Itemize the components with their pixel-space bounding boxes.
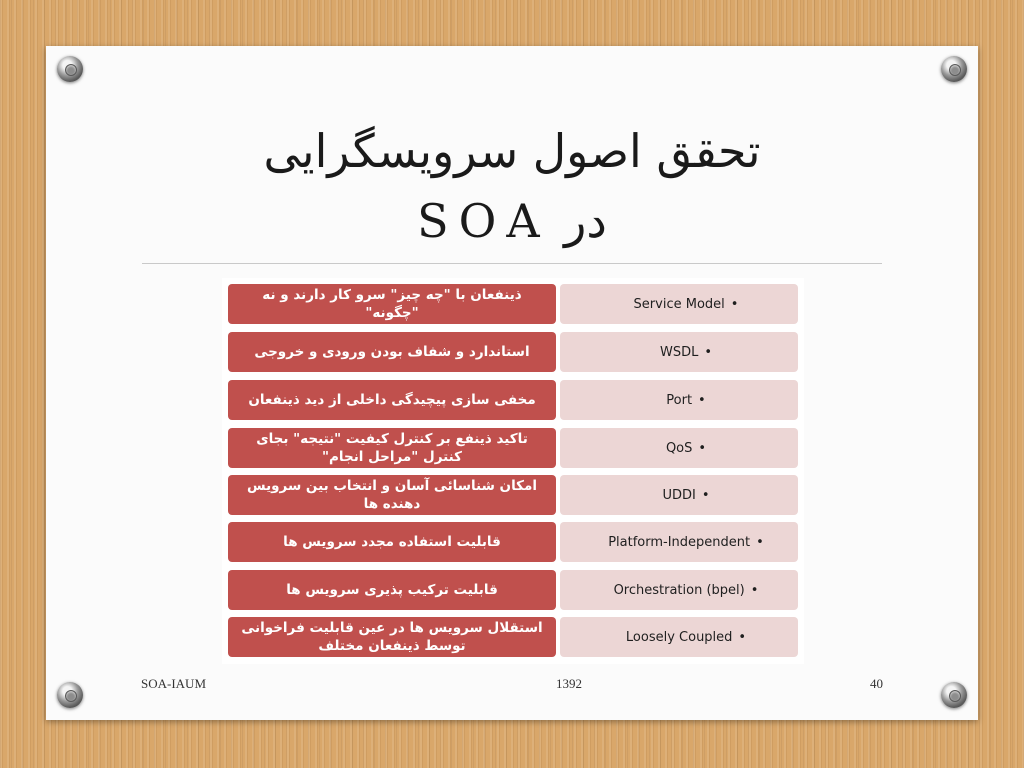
- title-divider: [142, 263, 882, 264]
- term-label: UDDI: [662, 487, 696, 503]
- footer-center: 1392: [556, 676, 582, 691]
- title-line-1: تحقق اصول سرویسگرایی: [263, 124, 761, 178]
- term-cell: [560, 284, 798, 324]
- footer-left: SOA-IAUM: [141, 676, 206, 691]
- term-cell: [560, 475, 798, 515]
- pin-icon: [941, 682, 967, 708]
- bullet-icon: •: [698, 440, 707, 456]
- term-label: Port: [666, 392, 693, 408]
- persian-cell: استقلال سرویس ها در عین قابلیت فراخوانی توسط ذینفعان مختلف: [228, 617, 556, 657]
- table-row: [228, 617, 798, 657]
- slide: [46, 46, 978, 720]
- term-label: QoS: [665, 440, 693, 456]
- table-row: [228, 332, 798, 372]
- bullet-icon: •: [698, 392, 706, 408]
- table-row: [228, 284, 798, 324]
- term-cell: [560, 522, 798, 562]
- bullet-icon: •: [750, 582, 759, 598]
- title-line-2: در SOA: [417, 194, 607, 248]
- bullet-icon: •: [756, 534, 764, 550]
- term-cell: [560, 570, 798, 610]
- bullet-icon: •: [701, 487, 710, 503]
- persian-cell: ذینفعان با "چه چیز" سرو کار دارند و نه "چگونه": [228, 284, 556, 324]
- term-label: Orchestration (bpel): [613, 582, 745, 598]
- term-cell: [560, 428, 798, 468]
- persian-cell: مخفی سازی پیچیدگی داخلی از دید ذینفعان: [228, 380, 556, 420]
- bullet-icon: •: [738, 629, 747, 645]
- term-label: Platform-Independent: [608, 534, 751, 550]
- bullet-icon: •: [730, 296, 739, 312]
- persian-cell: قابلیت ترکیب پذیری سرویس ها: [228, 570, 556, 610]
- table-row: [228, 475, 798, 515]
- persian-cell: استاندارد و شفاف بودن ورودی و خروجی: [228, 332, 556, 372]
- pin-icon: [57, 56, 83, 82]
- footer-page-number: 40: [870, 676, 883, 691]
- term-cell: [560, 380, 798, 420]
- table-row: [228, 428, 798, 468]
- term-label: Service Model: [633, 296, 725, 312]
- pin-icon: [941, 56, 967, 82]
- table-row: [228, 380, 798, 420]
- persian-cell: قابلیت استفاده مجدد سرویس ها: [228, 522, 556, 562]
- persian-cell: امکان شناسائی آسان و انتخاب بین سرویس دهنده ها: [228, 475, 556, 515]
- table-row: [228, 570, 798, 610]
- term-label: WSDL: [659, 344, 699, 360]
- table-row: [228, 522, 798, 562]
- bullet-icon: •: [704, 344, 713, 360]
- principles-table: [222, 278, 804, 664]
- term-cell: [560, 617, 798, 657]
- persian-cell: تاکید ذینفع بر کنترل کیفیت "نتیجه" بجای کنترل "مراحل انجام": [228, 428, 556, 468]
- term-label: Loosely Coupled: [625, 629, 733, 645]
- term-cell: [560, 332, 798, 372]
- pin-icon: [57, 682, 83, 708]
- slide-title: [106, 116, 918, 256]
